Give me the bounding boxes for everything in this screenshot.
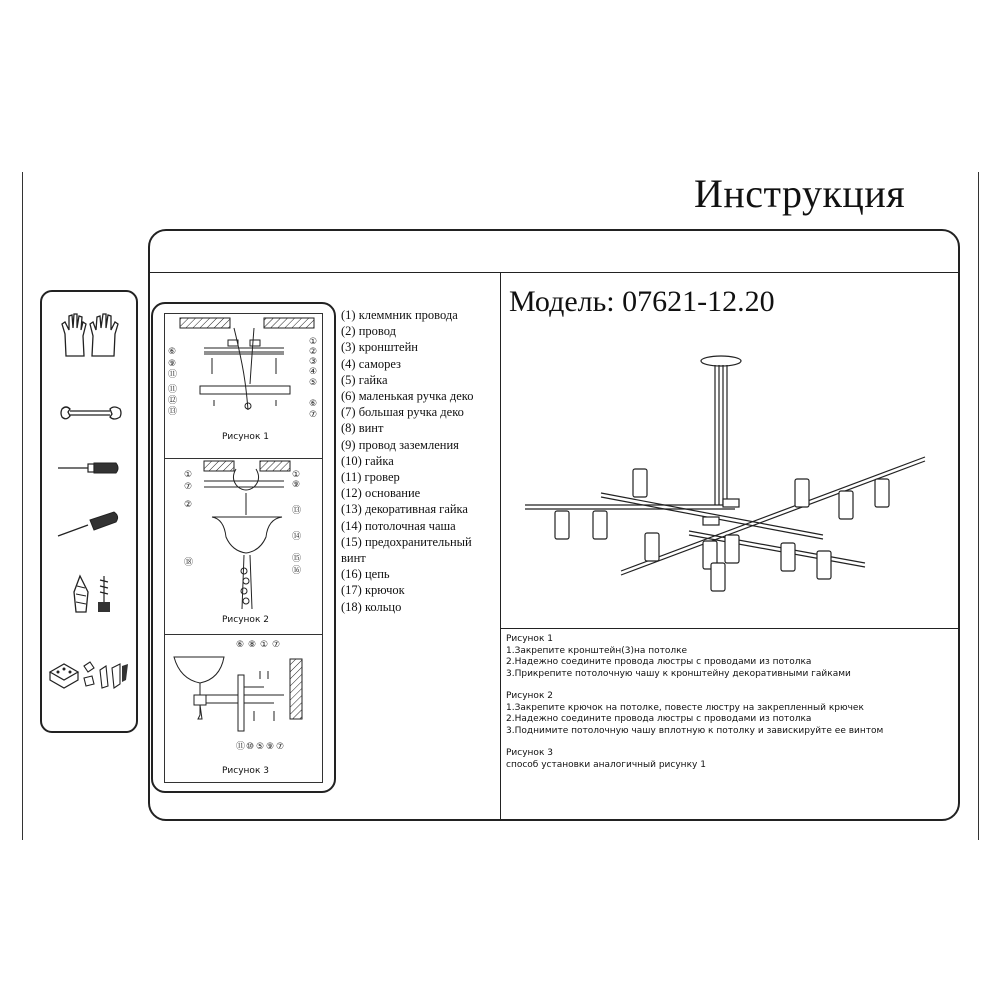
- callout: ⑧: [248, 640, 257, 650]
- instruction-line: 3.Поднимите потолочную чашу вплотную к потолку и завискируйте ее винтом: [506, 725, 884, 736]
- callout: ④: [309, 367, 318, 377]
- callout: ⑮: [292, 554, 302, 564]
- callout: ⑤: [256, 742, 265, 752]
- part-item: (15) предохранительный: [341, 534, 472, 549]
- gloves-icon: [60, 312, 120, 360]
- instruction-line: способ установки аналогичный рисунку 1: [506, 759, 706, 770]
- callout: ①: [292, 470, 301, 480]
- instruction-block: [506, 748, 951, 771]
- wall-plug-screw-icon: [70, 572, 120, 616]
- callout: ⑥: [309, 399, 318, 409]
- instruction-line: 2.Надежно соедините провода люстры с проводами из потолка: [506, 657, 812, 667]
- part-item: (9) провод заземления: [341, 437, 459, 452]
- tools-panel: [40, 290, 138, 733]
- callout: ⑪: [236, 742, 246, 752]
- callout: ②: [184, 500, 193, 510]
- part-item: (7) большая ручка деко: [341, 405, 464, 420]
- callout: ③: [309, 357, 318, 367]
- part-item: (13) декоративная гайка: [341, 502, 468, 517]
- instruction-line: 1.Закрепите крючок на потолке, повесте люстру на закрепленный крючек: [506, 702, 864, 713]
- callout: ⑬: [168, 407, 178, 417]
- part-item: (10) гайка: [341, 453, 394, 468]
- figure-2-diagram: [164, 459, 323, 624]
- instruction-line: 1.Закрепите кронштейн(3)на потолке: [506, 645, 688, 656]
- part-item: (12) основание: [341, 486, 421, 501]
- callout: ⑨: [168, 359, 177, 369]
- screwdriver-icon: [56, 458, 122, 478]
- model-number: Модель: 07621-12.20: [509, 285, 775, 318]
- part-item: (14) потолочная чаша: [341, 518, 456, 533]
- installation-steps: [506, 634, 951, 782]
- part-item: (1) клеммник провода: [341, 308, 458, 322]
- figure-3-diagram: [164, 635, 323, 775]
- instruction-heading: Рисунок 2: [506, 691, 553, 701]
- callout: ⑪: [168, 385, 178, 395]
- instruction-line: 2.Надежно соедините провода люстры с проводами из потолка: [506, 714, 812, 724]
- chandelier-illustration: [505, 345, 955, 595]
- callout: ⑥: [236, 640, 245, 650]
- part-item: (4) саморез: [341, 356, 401, 371]
- parts-list: [341, 307, 473, 615]
- instruction-heading: Рисунок 3: [506, 748, 553, 758]
- part-item: (8) винт: [341, 421, 384, 436]
- callout: ⑬: [292, 506, 302, 516]
- terminal-connector-icon: [48, 658, 132, 698]
- callout: ⑨: [292, 480, 301, 490]
- figure-2-caption: Рисунок 2: [222, 615, 269, 625]
- callout: ⑨: [266, 742, 275, 752]
- screwdriver-icon: [56, 510, 122, 540]
- callout: ⑯: [292, 566, 302, 576]
- part-item: (3) кронштейн: [341, 340, 418, 355]
- column-divider: [500, 273, 501, 819]
- part-item: (6) маленькая ручка деко: [341, 389, 474, 404]
- instruction-line: 3.Прикрепите потолочную чашу к кронштейну декоративными гайками: [506, 668, 851, 679]
- part-item: (5) гайка: [341, 372, 388, 387]
- instruction-block: [506, 634, 951, 680]
- callout: ⑤: [309, 378, 318, 388]
- callout: ⑭: [292, 532, 302, 542]
- wrench-icon: [60, 404, 122, 424]
- part-item: (17) крючок: [341, 583, 405, 598]
- part-item: (11) гровер: [341, 470, 400, 485]
- instruction-block: [506, 691, 951, 737]
- callout: ⑦: [276, 742, 285, 752]
- page-title: Инструкция: [694, 171, 906, 216]
- callout: ①: [184, 470, 193, 480]
- figure-1-caption: Рисунок 1: [222, 432, 269, 442]
- frame-header-divider: [150, 272, 958, 273]
- callout: ⑫: [168, 396, 178, 406]
- callout: ⑦: [272, 640, 281, 650]
- row-divider: [501, 628, 958, 629]
- instruction-heading: Рисунок 1: [506, 634, 553, 644]
- part-item: винт: [341, 551, 366, 566]
- callout: ⑪: [168, 370, 178, 380]
- callout: ①: [260, 640, 269, 650]
- part-item: (16) цепь: [341, 567, 390, 582]
- part-item: (18) кольцо: [341, 599, 402, 614]
- callout: ⑩: [246, 742, 255, 752]
- callout: ⑦: [309, 410, 318, 420]
- callout: ②: [309, 347, 318, 357]
- callout: ⑦: [184, 482, 193, 492]
- figure-3-caption: Рисунок 3: [222, 766, 269, 776]
- callout: ①: [309, 337, 318, 347]
- page-edge-right: [978, 172, 979, 840]
- page-edge-left: [22, 172, 23, 840]
- part-item: (2) провод: [341, 324, 396, 339]
- callout: ⑥: [168, 347, 177, 357]
- callout: ⑱: [184, 558, 194, 568]
